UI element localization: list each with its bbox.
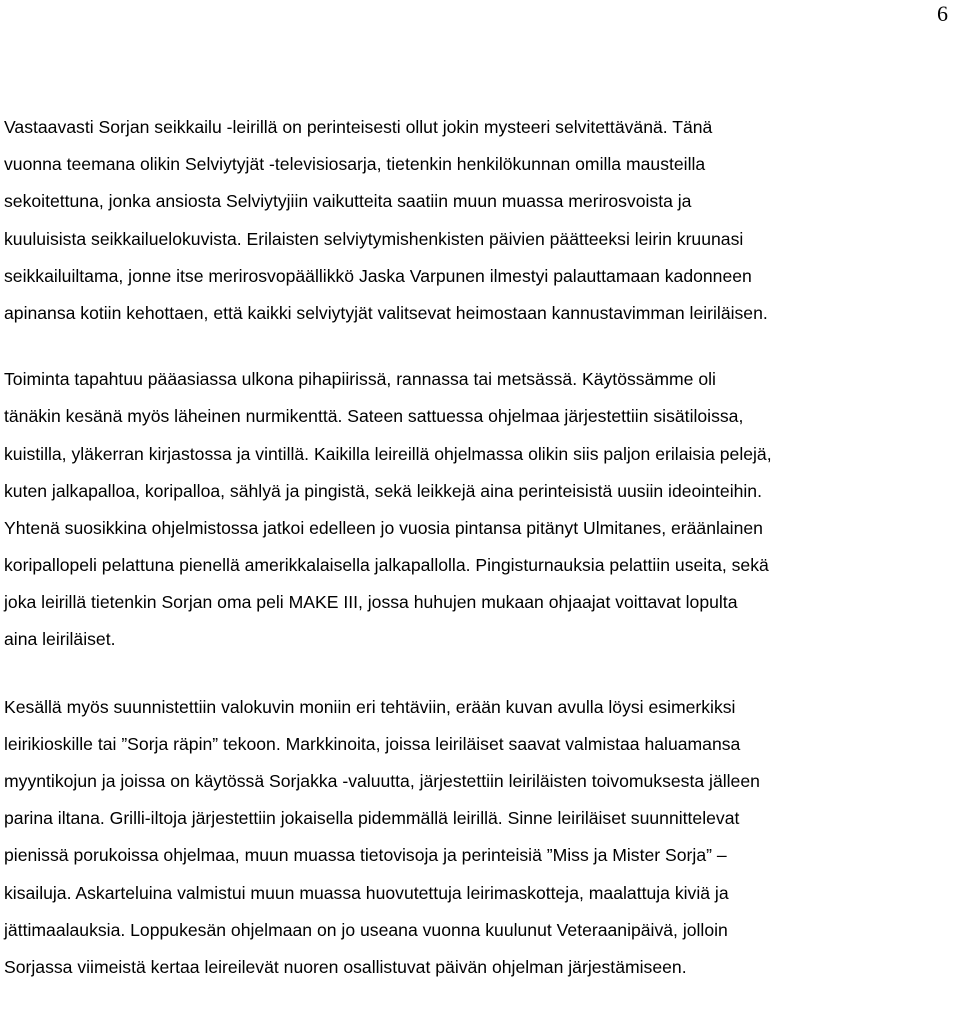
paragraph-line: leirikioskille tai ”Sorja räpin” tekoon. Markkinoita, joissa leiriläiset saavat valmistaa haluamansa	[4, 733, 741, 754]
paragraph-line: Sorjassa viimeistä kertaa leireilevät nuoren osallistuvat päivän ohjelman järjestämiseen.	[4, 956, 687, 977]
paragraph-line: myyntikojun ja joissa on käytössä Sorjakka -valuutta, järjestettiin leiriläisten toivomuksesta jälleen	[4, 771, 760, 791]
paragraph-line: Toiminta tapahtuu pääasiassa ulkona pihapiirissä, rannassa tai metsässä. Käytössämme oli	[4, 369, 716, 390]
paragraph-line: parina iltana. Grilli-iltoja järjestettiin jokaisella pidemmällä leirillä. Sinne leiriläiset suunnittelevat	[4, 808, 740, 829]
paragraph-line: pienissä porukoissa ohjelmaa, muun muassa tietovisoja ja perinteisiä ”Miss ja Mister Sorja” –	[4, 845, 727, 866]
paragraph-line: sekoitettuna, jonka ansiosta Selviytyjiin vaikutteita saatiin muun muassa merirosvoista ja	[4, 191, 692, 212]
paragraph-line: jättimaalauksia. Loppukesän ohjelmaan on jo useana vuonna kuulunut Veteraanipäivä, jolloin	[4, 919, 728, 940]
document-body	[4, 109, 954, 986]
paragraph-3	[4, 689, 954, 987]
paragraph-line: Yhtenä suosikkina ohjelmistossa jatkoi edelleen jo vuosia pintansa pitänyt Ulmitanes, eräänlainen	[4, 517, 763, 538]
paragraph-line: apinansa kotiin kehottaen, että kaikki selviytyjät valitsevat heimostaan kannustavimman leiriläisen.	[4, 302, 768, 323]
page-number: 6	[937, 1, 948, 26]
paragraph-line: koripallopeli pelattuna pienellä amerikkalaisella jalkapallolla. Pingisturnauksia pelattiin useita, sekä	[4, 555, 769, 576]
paragraph-line: seikkailuiltama, jonne itse merirosvopäällikkö Jaska Varpunen ilmestyi palauttamaan kadonneen	[4, 265, 752, 286]
paragraph-line: kuuluisista seikkailuelokuvista. Erilaisten selviytymishenkisten päivien päätteeksi leirin kruunasi	[4, 228, 744, 249]
paragraph-line: kuten jalkapalloa, koripalloa, sählyä ja pingistä, sekä leikkejä aina perinteisistä uusiin ideointeihin.	[4, 480, 762, 501]
paragraph-line: vuonna teemana olikin Selviytyjät -televisiosarja, tietenkin henkilökunnan omilla mausteilla	[4, 154, 706, 175]
paragraph-line: tänäkin kesänä myös läheinen nurmikenttä. Sateen sattuessa ohjelmaa järjestettiin sisätiloissa,	[4, 406, 744, 427]
paragraph-2	[4, 361, 954, 659]
paragraph-line: Kesällä myös suunnistettiin valokuvin moniin eri tehtäviin, erään kuvan avulla löysi esimerkiksi	[4, 696, 736, 717]
paragraph-line: joka leirillä tietenkin Sorjan oma peli MAKE III, jossa huhujen mukaan ohjaajat voittavat lopulta	[4, 592, 738, 613]
paragraph-line: aina leiriläiset.	[4, 629, 116, 650]
paragraph-line: Vastaavasti Sorjan seikkailu -leirillä on perinteisesti ollut jokin mysteeri selvitettävänä. Tänä	[4, 117, 713, 137]
paragraph-line: kisailuja. Askarteluina valmistui muun muassa huovutettuja leirimaskotteja, maalattuja kiviä ja	[4, 882, 729, 903]
paragraph-line: kuistilla, yläkerran kirjastossa ja vintillä. Kaikilla leireillä ohjelmassa olikin siis paljon erilaisia pelejä,	[4, 443, 772, 464]
paragraph-1	[4, 109, 954, 332]
